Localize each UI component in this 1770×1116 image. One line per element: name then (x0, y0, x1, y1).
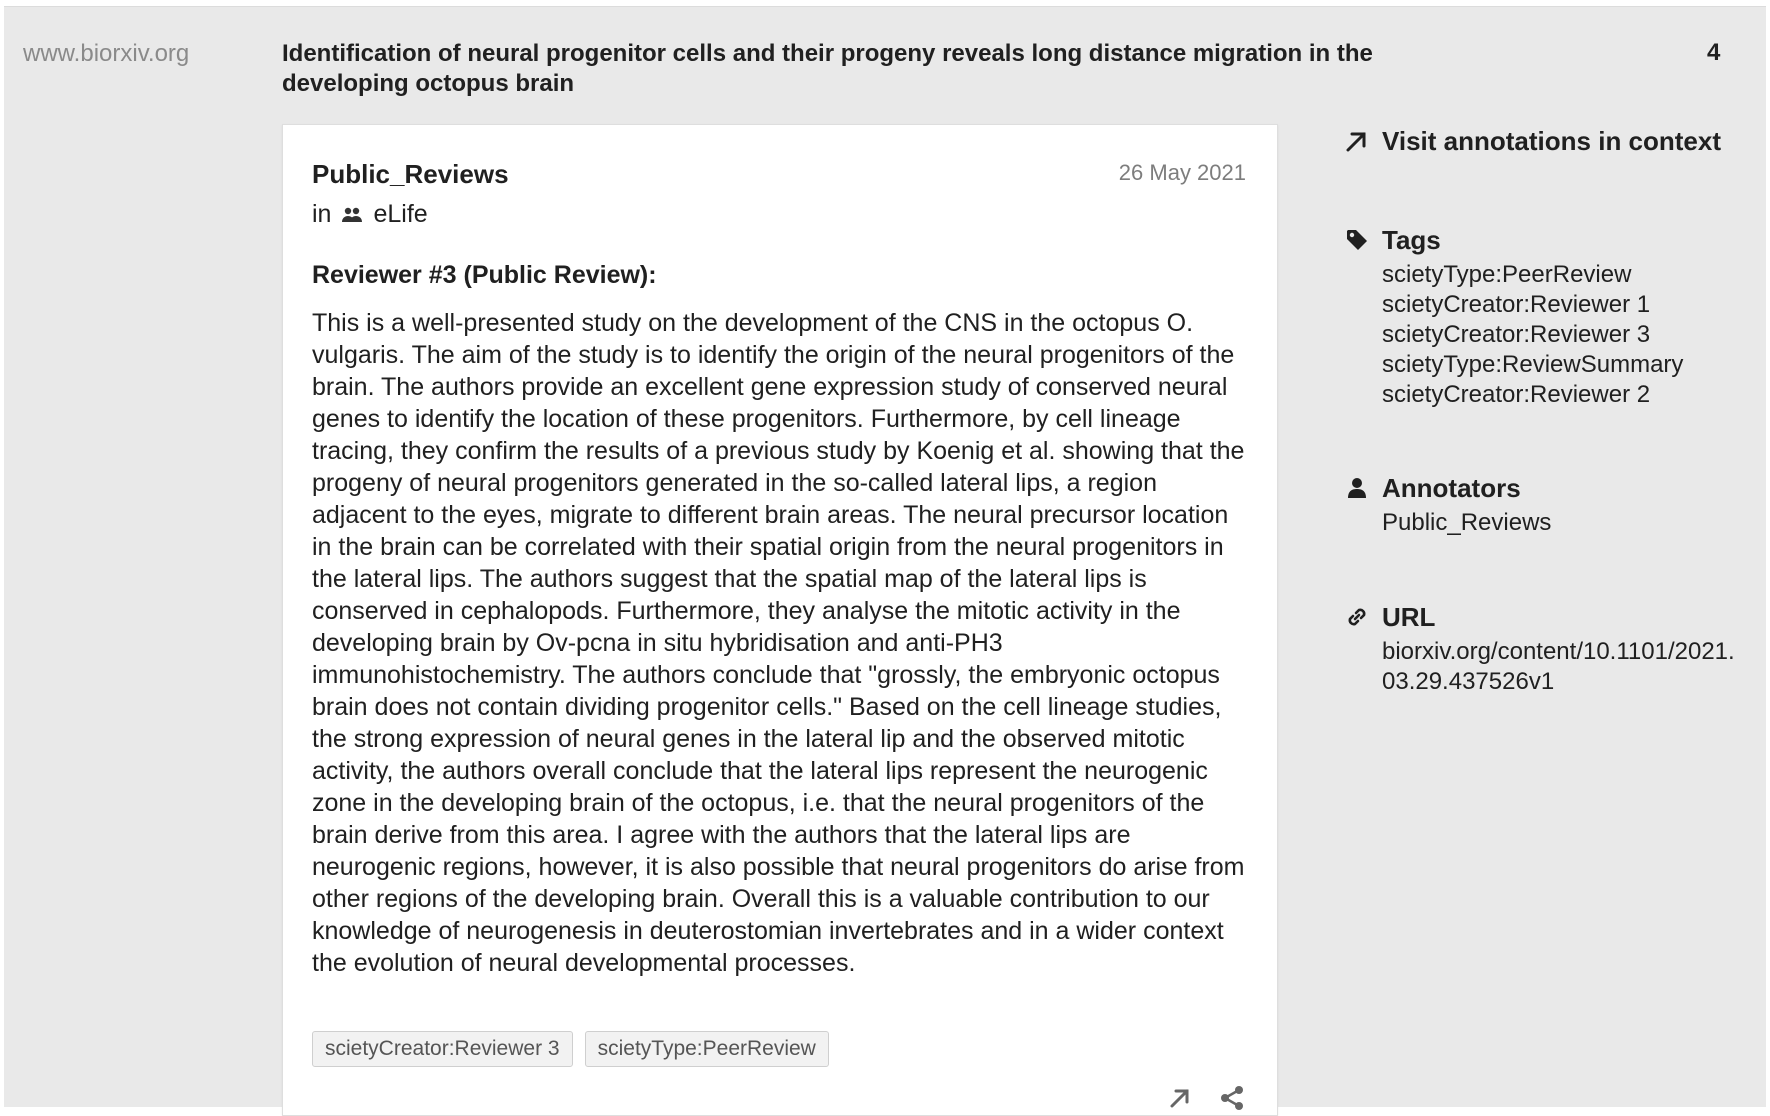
annotation-count: 4 (1707, 39, 1721, 66)
annotation-user[interactable]: Public_Reviews (312, 159, 509, 189)
review-heading: Reviewer #3 (Public Review): (312, 261, 657, 289)
tags-section (1344, 225, 1683, 410)
annotation-group (312, 200, 428, 229)
arrow-up-right-icon (1344, 128, 1370, 154)
document-domain[interactable]: www.biorxiv.org (23, 40, 190, 67)
group-prefix: in (312, 200, 332, 228)
annotation-tag[interactable]: scietyType:PeerReview (585, 1031, 829, 1067)
link-icon (1344, 604, 1370, 630)
card-actions (1165, 1083, 1247, 1113)
sidebar-tag[interactable]: scietyCreator:Reviewer 3 (1382, 321, 1651, 348)
review-body: This is a well-presented study on the development of the CNS in the octopus O. vulgaris. The aim of the study is to identify the origin of the neural progenitors of the brain. The authors provide an excellent gene expression study of conserved neural genes to identify the location of these progenitors. Furthermore, by cell lineage tracing, they confirm the results of a previous study by Koenig et al. showing that the progeny of neural progenitors generated in the so-called lateral lips, a region adjacent to the eyes, migrate to different brain areas. The neural precursor location in the brain can be correlated with their spatial origin from the neural progenitors in the lateral lips. The authors suggest that the spatial map of the lateral lips is conserved in cephalopods. Furthermore, they analyse the mitotic activity in the developing brain by Ov-pcna in situ hybridisation and anti-PH3 immunohistochemistry. The authors conclude that "grossly, the embryonic octopus brain does not contain dividing progenitor cells." Based on the cell lineage studies, the strong expression of neural genes in the lateral lip and the observed mitotic activity, the authors overall conclude that the lateral lips represent the neurogenic zone in the developing brain of the octopus, i.e. that the neural progenitors of the brain derive from this area. I agree with the authors that the lateral lips are neurogenic regions, however, it is also possible that neural progenitors do arise from other regions of the developing brain. Overall this is a valuable contribution to our knowledge of neurogenesis in deuterostomian invertebrates and in a wider context the evolution of neural developmental processes. (312, 309, 1245, 977)
annotation-tag[interactable]: scietyCreator:Reviewer 3 (312, 1031, 573, 1067)
arrow-up-right-icon[interactable] (1165, 1083, 1195, 1113)
visit-annotations-link[interactable] (1344, 126, 1721, 157)
annotator-name[interactable]: Public_Reviews (1382, 509, 1552, 536)
visit-annotations-label[interactable]: Visit annotations in context (1382, 126, 1722, 156)
document-url[interactable]: biorxiv.org/content/10.1101/2021.03.29.437526v1 (1382, 638, 1735, 695)
url-heading: URL (1382, 602, 1436, 632)
tag-icon (1344, 227, 1370, 253)
url-section (1344, 602, 1742, 697)
annotation-tags (312, 1031, 829, 1067)
annotation-date[interactable]: 26 May 2021 (1118, 160, 1246, 185)
annotators-section (1344, 473, 1551, 538)
share-icon[interactable] (1217, 1083, 1247, 1113)
annotators-heading: Annotators (1382, 473, 1521, 503)
sidebar-tag[interactable]: scietyCreator:Reviewer 2 (1382, 381, 1651, 408)
group-icon (341, 207, 363, 223)
sidebar-tag[interactable]: scietyType:ReviewSummary (1382, 351, 1684, 378)
tags-heading: Tags (1382, 225, 1441, 255)
group-name[interactable]: eLife (373, 200, 428, 228)
sidebar-tag[interactable]: scietyType:PeerReview (1382, 261, 1632, 288)
person-icon (1344, 475, 1370, 501)
annotation-card (282, 124, 1278, 1116)
document-title[interactable]: Identification of neural progenitor cells and their progeny reveals long distance migration in the developing octopus brain (282, 40, 1373, 97)
sidebar-tag[interactable]: scietyCreator:Reviewer 1 (1382, 291, 1651, 318)
